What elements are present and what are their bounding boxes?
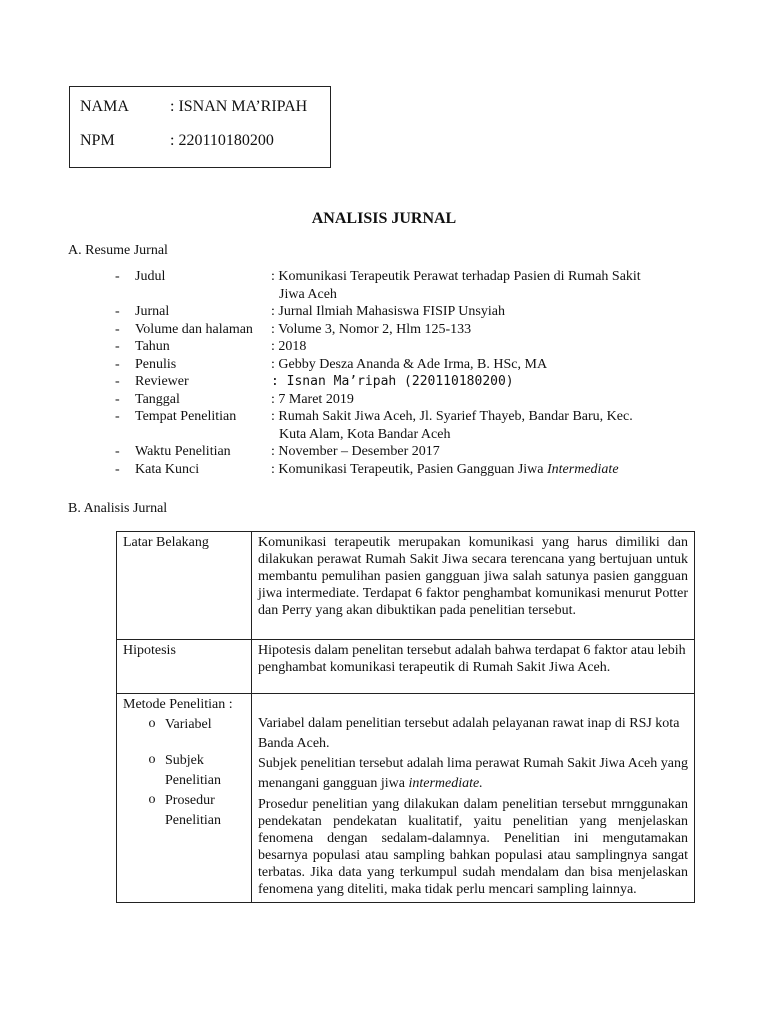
metode-value [252, 694, 695, 903]
resume-value: : Isnan Ma’ripah (220110180200) [271, 374, 514, 389]
table-row [117, 640, 695, 694]
prosedur-label: Prosedur Penelitian [165, 793, 221, 828]
subjek-value-text: Subjek penelitian tersebut adalah lima perawat Rumah Sakit Jiwa Aceh yang menangani gangguan jiwa [258, 756, 688, 791]
resume-key: Tahun [135, 339, 170, 354]
resume-value-text: : Komunikasi Terapeutik, Pasien Gangguan Jiwa [271, 461, 547, 477]
metode-key [117, 694, 252, 903]
dash: - [115, 461, 120, 477]
resume-item-waktu [115, 443, 695, 461]
resume-value-italic: Intermediate [547, 461, 619, 477]
latar-belakang-key: Latar Belakang [117, 532, 252, 640]
resume-list [115, 268, 695, 478]
hipotesis-key: Hipotesis [117, 640, 252, 694]
resume-item-tahun [115, 338, 695, 356]
subjek-value [258, 754, 688, 794]
subjek-label: Subjek Penelitian [165, 753, 221, 788]
variabel-value: Variabel dalam penelitian tersebut adalah pelayanan rawat inap di RSJ kota Banda Aceh. [258, 716, 680, 751]
resume-item-tempat [115, 408, 695, 443]
bullet-icon: o [148, 752, 156, 767]
resume-value [271, 461, 695, 479]
resume-key: Jurnal [135, 304, 170, 319]
resume-value [271, 268, 695, 303]
latar-belakang-value: Komunikasi terapeutik merupakan komunikasi yang harus dimiliki dan dilakukan perawat Rumah Sakit Jiwa secara terencana yang bertujuan untuk membantu pemulihan pasien gangguan jiwa salah satunya pasien gangguan jiwa intermediate. Terdapat 6 faktor penghambat komunikasi menurut Potter dan Perry yang akan dibuktikan pada penelitian tersebut. [252, 532, 695, 640]
resume-item-volume [115, 321, 695, 339]
table-row [117, 532, 695, 640]
nama-label: NAMA [80, 98, 129, 115]
subjek-value-italic: intermediate. [408, 776, 483, 791]
resume-value: : 7 Maret 2019 [271, 391, 354, 407]
bullet-icon: o [148, 716, 156, 731]
sub-item-subjek [123, 751, 245, 791]
nama-value: : ISNAN MA’RIPAH [170, 98, 308, 115]
resume-key: Reviewer [135, 374, 189, 389]
sub-item-prosedur [123, 791, 245, 831]
section-a-heading: A. Resume Jurnal [68, 243, 168, 258]
resume-key: Tempat Penelitian [135, 409, 237, 424]
analysis-table [116, 531, 695, 903]
dash: - [115, 356, 120, 372]
resume-item-judul [115, 268, 695, 303]
dash: - [115, 444, 120, 459]
dash: - [115, 391, 120, 407]
npm-label: NPM [80, 132, 115, 149]
metode-label: Metode Penelitian : [123, 697, 233, 712]
resume-key: Tanggal [135, 391, 180, 407]
resume-value: : Volume 3, Nomor 2, Hlm 125-133 [271, 321, 472, 337]
resume-key: Penulis [135, 356, 177, 372]
dash: - [115, 304, 120, 319]
resume-item-penulis [115, 356, 695, 374]
identity-box [69, 86, 331, 168]
dash: - [115, 321, 120, 337]
resume-value: : November – Desember 2017 [271, 444, 440, 459]
resume-value-line1: : Rumah Sakit Jiwa Aceh, Jl. Syarief Thayeb, Bandar Baru, Kec. [271, 409, 633, 424]
resume-value: : 2018 [271, 339, 307, 354]
npm-row [80, 132, 274, 150]
dash: - [115, 374, 120, 389]
resume-value-line2: Kuta Alam, Kota Bandar Aceh [279, 426, 451, 442]
resume-item-kata-kunci [115, 461, 695, 479]
resume-key: Kata Kunci [135, 461, 200, 477]
resume-item-reviewer [115, 373, 695, 391]
bullet-icon: o [148, 792, 156, 807]
resume-value-line1: : Komunikasi Terapeutik Perawat terhadap Pasien di Rumah Sakit [271, 269, 641, 284]
resume-value: : Gebby Desza Ananda & Ade Irma, B. HSc, MA [271, 356, 548, 372]
resume-value-line2: Jiwa Aceh [279, 286, 337, 302]
section-b-heading: B. Analisis Jurnal [68, 501, 168, 516]
dash: - [115, 269, 120, 284]
npm-value: : 220110180200 [170, 132, 274, 149]
sub-item-variabel [123, 715, 245, 735]
resume-key: Volume dan halaman [135, 321, 253, 337]
resume-item-jurnal [115, 303, 695, 321]
resume-value [271, 408, 695, 443]
prosedur-value: Prosedur penelitian yang dilakukan dalam penelitian tersebut mrnggunakan pendekatan pendekatan kualitatif, yaitu penelitian yang menjelaskan fenomena dengan sedalam-dalamnya. Penelitian ini mengutamakan besarnya populasi atau sampling bahkan populasi atau samplingnya sangat terbatas. Jika data yang terkumpul sudah mendalam dan bisa menjelaskan fenomena yang diteliti, maka tidak perlu mencari sampling lainnya. [258, 797, 688, 897]
page-title: ANALISIS JURNAL [311, 210, 457, 227]
table-row [117, 694, 695, 903]
resume-key: Judul [135, 269, 166, 284]
resume-value: : Jurnal Ilmiah Mahasiswa FISIP Unsyiah [271, 304, 505, 319]
resume-key: Waktu Penelitian [135, 444, 231, 459]
dash: - [115, 339, 120, 354]
resume-item-tanggal [115, 391, 695, 409]
hipotesis-value: Hipotesis dalam penelitan tersebut adalah bahwa terdapat 6 faktor atau lebih penghambat komunikasi terapeutik di Rumah Sakit Jiwa Aceh. [252, 640, 695, 694]
variabel-label: Variabel [165, 717, 212, 732]
dash: - [115, 409, 120, 424]
nama-row [80, 98, 307, 116]
